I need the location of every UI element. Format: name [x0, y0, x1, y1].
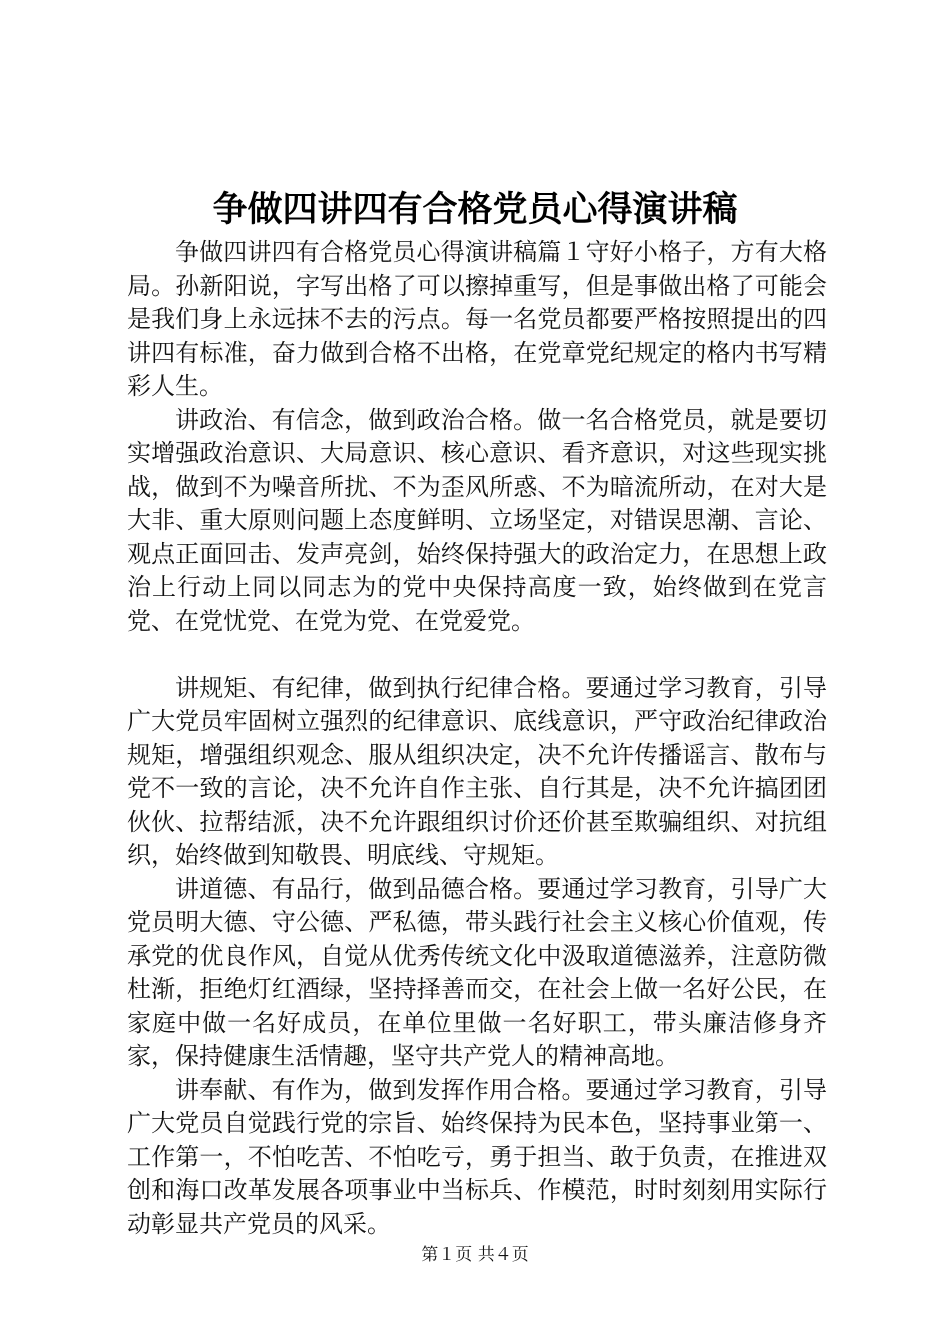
paragraph-intro: 争做四讲四有合格党员心得演讲稿篇１守好小格子，方有大格局。孙新阳说，字写出格了可以擦掉重写，但是事做出格了可能会是我们身上永远抹不去的污点。每一名党员都要严格按照提出的四讲四有标准，奋力做到合格不出格，在党章党纪规定的格内书写精彩人生。: [127, 238, 827, 400]
document-body: [127, 236, 827, 1241]
paragraph-dedication: 讲奉献、有作为，做到发挥作用合格。要通过学习教育，引导广大党员自觉践行党的宗旨、始终保持为民本色，坚持事业第一、工作第一，不怕吃苦、不怕吃亏，勇于担当、敢于负责，在推进双创和海口改革发展各项事业中当标兵、作模范，时时刻刻用实际行动彰显共产党员的风采。: [127, 1075, 827, 1238]
paragraph-politics: 讲政治、有信念，做到政治合格。做一名合格党员，就是要切实增强政治意识、大局意识、核心意识、看齐意识，对这些现实挑战，做到不为噪音所扰、不为歪风所惑、不为暗流所动，在对大是大非、重大原则问题上态度鲜明、立场坚定，对错误思潮、言论、观点正面回击、发声亮剑，始终保持强大的政治定力，在思想上政治上行动上同以同志为的党中央保持高度一致，始终做到在党言党、在党忧党、在党为党、在党爱党。: [127, 405, 827, 635]
paragraph-morality: 讲道德、有品行，做到品德合格。要通过学习教育，引导广大党员明大德、守公德、严私德，带头践行社会主义核心价值观，传承党的优良作风，自觉从优秀传统文化中汲取道德滋养，注意防微杜渐，拒绝灯红酒绿，坚持择善而交，在社会上做一名好公民，在家庭中做一名好成员，在单位里做一名好职工，带头廉洁修身齐家，保持健康生活情趣，坚守共产党人的精神高地。: [127, 874, 827, 1070]
page-number-footer: 第１页 共４页: [421, 1245, 529, 1265]
document-title: 争做四讲四有合格党员心得演讲稿: [212, 189, 738, 230]
paragraph-discipline: 讲规矩、有纪律，做到执行纪律合格。要通过学习教育，引导广大党员牢固树立强烈的纪律意识、底线意识，严守政治纪律政治规矩，增强组织观念、服从组织决定，决不允许传播谣言、散布与党不一致的言论，决不允许自作主张、自行其是，决不允许搞团团伙伙、拉帮结派，决不允许跟组织讨价还价甚至欺骗组织、对抗组织，始终做到知敬畏、明底线、守规矩。: [127, 673, 827, 869]
